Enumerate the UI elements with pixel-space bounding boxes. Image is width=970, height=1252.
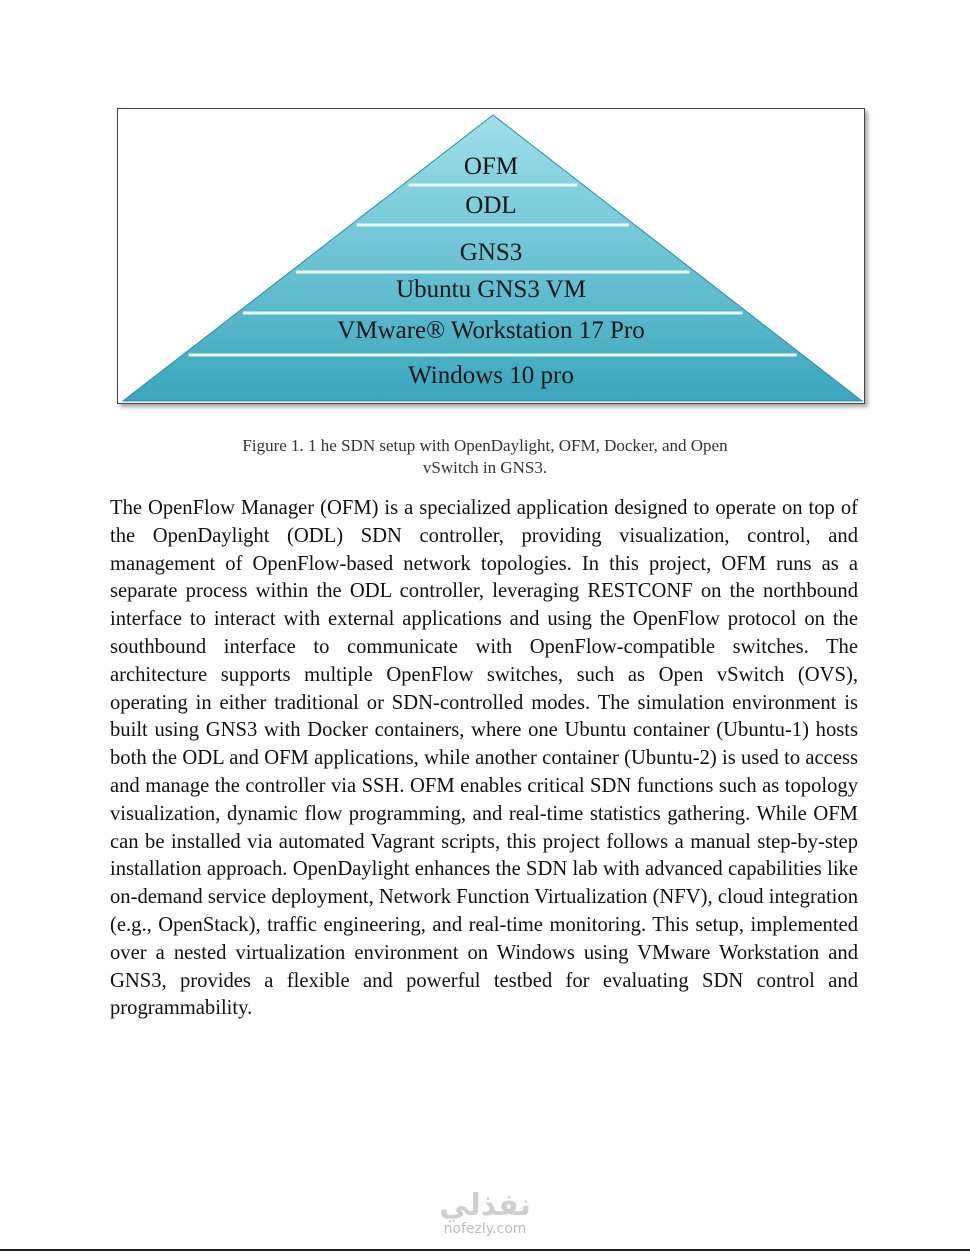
figure-caption [0,435,970,479]
layer-gns3: GNS3 [459,239,523,266]
watermark-logo: نفذلي [439,1188,531,1223]
layer-ubuntu-gns3-vm: Ubuntu GNS3 VM [396,276,586,303]
caption-line-2: vSwitch in GNS3. [422,458,548,477]
layer-vmware-workstation: VMware® Workstation 17 Pro [337,317,645,344]
layer-ofm: OFM [463,153,519,180]
layer-windows: Windows 10 pro [408,362,574,389]
figure-pyramid-diagram [117,108,865,404]
body-paragraph: The OpenFlow Manager (OFM) is a specialized application designed to operate on top of the OpenDaylight (ODL) SDN controller, providing visualization, control, and management of OpenFlow-based network topologies. In this project, OFM runs as a separate process within the ODL controller, leveraging RESTCONF on the northbound interface to interact with external applications and using the OpenFlow protocol on the southbound interface to communicate with OpenFlow-compatible switches. The architecture supports multiple OpenFlow switches, such as Open vSwitch (OVS), operating in either traditional or SDN-controlled modes. The simulation environment is built using GNS3 with Docker containers, where one Ubuntu container (Ubuntu-1) hosts both the ODL and OFM applications, while another container (Ubuntu-2) is used to access and manage the controller via SSH. OFM enables critical SDN functions such as topology visualization, dynamic flow programming, and real-time statistics gathering. While OFM can be installed via automated Vagrant scripts, this project follows a manual step-by-step installation approach. OpenDaylight enhances the SDN lab with advanced capabilities like on-demand service deployment, Network Function Virtualization (NFV), cloud integration (e.g., OpenStack), traffic engineering, and real-time monitoring. This setup, implemented over a nested virtualization environment on Windows using VMware Workstation and GNS3, provides a flexible and powerful testbed for evaluating SDN control and programmability. [110,497,858,1020]
watermark [415,1188,555,1237]
watermark-site: nofezly.com [443,1221,527,1237]
layer-odl: ODL [465,192,517,219]
caption-line-1: Figure 1. 1 he SDN setup with OpenDaylight, OFM, Docker, and Open [242,436,728,455]
page-bottom-rule [0,1249,970,1251]
